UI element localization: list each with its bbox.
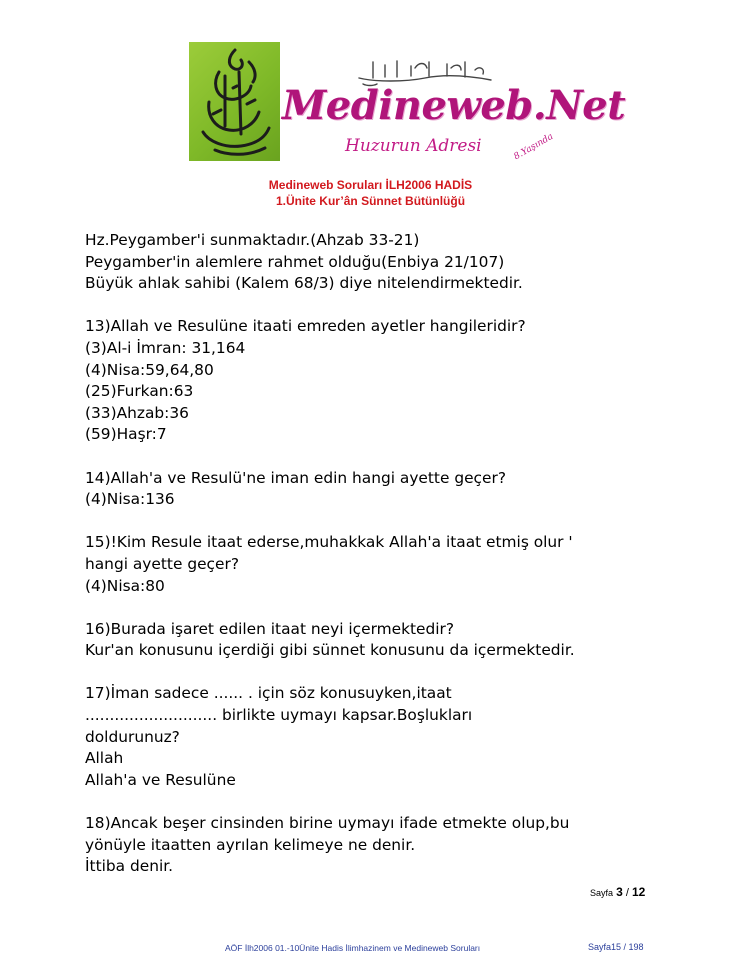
footer-source: AÖF İlh2006 01.-10Ünite Hadis İlimhazinem ve Medineweb Soruları [225, 943, 481, 953]
text-line: Allah [85, 749, 124, 768]
text-line: 16)Burada işaret edilen itaat neyi içermektedir? [85, 619, 455, 638]
text-line: Hz.Peygamber'i sunmaktadır.(Ahzab 33-21) [85, 231, 420, 249]
blank-line [85, 446, 705, 468]
text-line: 13)Allah ve Resulüne itaati emreden ayetler hangileridir? [85, 317, 526, 336]
text-line: Büyük ahlak sahibi (Kalem 68/3) diye nitelendirmektedir. [85, 274, 523, 293]
page-number-separator: / [622, 887, 632, 899]
blank-line [85, 662, 705, 684]
text-line: (25)Furkan:63 [85, 382, 194, 401]
blank-line [85, 597, 705, 619]
footer-page-count: Sayfa15 / 198 [588, 942, 644, 952]
brand-tagline: Huzurun Adresi [345, 136, 482, 156]
text-line: ........................... birlikte uymayı kapsar.Boşlukları [85, 706, 473, 725]
text-line: Peygamber'in alemlere rahmet olduğu(Enbiya 21/107) [85, 252, 505, 271]
text-line: (59)Haşr:7 [85, 425, 167, 444]
text-line: doldurunuz? [85, 727, 180, 746]
page-number-current: 3 [616, 885, 623, 899]
text-line: İttiba denir. [85, 857, 174, 876]
blank-line [85, 511, 705, 533]
page-number [590, 885, 645, 899]
text-line: Allah'a ve Resulüne [85, 770, 236, 789]
page-number-label: Sayfa [590, 888, 614, 898]
text-line: 14)Allah'a ve Resulü'ne iman edin hangi ayette geçer? [85, 468, 506, 487]
text-line: 15)!Kim Resule itaat ederse,muhakkak Allah'a itaat etmiş olur ' [85, 533, 573, 552]
text-line: (3)Al-i İmran: 31,164 [85, 338, 246, 357]
text-line: (33)Ahzab:36 [85, 403, 189, 422]
text-line: 18)Ancak beşer cinsinden birine uymayı ifade etmekte olup,bu [85, 814, 570, 833]
page-number-total: 12 [631, 885, 646, 899]
document-subtitle: 1.Ünite Kur’ân Sünnet Bütünlüğü [275, 194, 466, 208]
text-line: yönüyle itaatten ayrılan kelimeye ne denir. [85, 835, 416, 854]
text-line: (4)Nisa:136 [85, 490, 175, 509]
brand-name: Medineweb.Net [282, 82, 626, 129]
blank-line [85, 295, 705, 317]
blank-line [85, 791, 705, 813]
document-body [85, 230, 705, 878]
text-line: hangi ayette geçer? [85, 554, 239, 573]
text-line: 17)İman sadece ...... . için söz konusuyken,itaat [85, 684, 452, 703]
logo-calligraphy-tile [189, 42, 280, 161]
brand-age-badge: 8.Yaşında [512, 131, 556, 163]
text-line: Kur'an konusunu içerdiği gibi sünnet konusunu da içermektedir. [85, 641, 575, 660]
document-title: Medineweb Soruları İLH2006 HADİS [268, 178, 473, 192]
text-line: (4)Nisa:80 [85, 576, 165, 595]
calligraphy-icon [189, 42, 280, 161]
text-line: (4)Nisa:59,64,80 [85, 360, 214, 379]
